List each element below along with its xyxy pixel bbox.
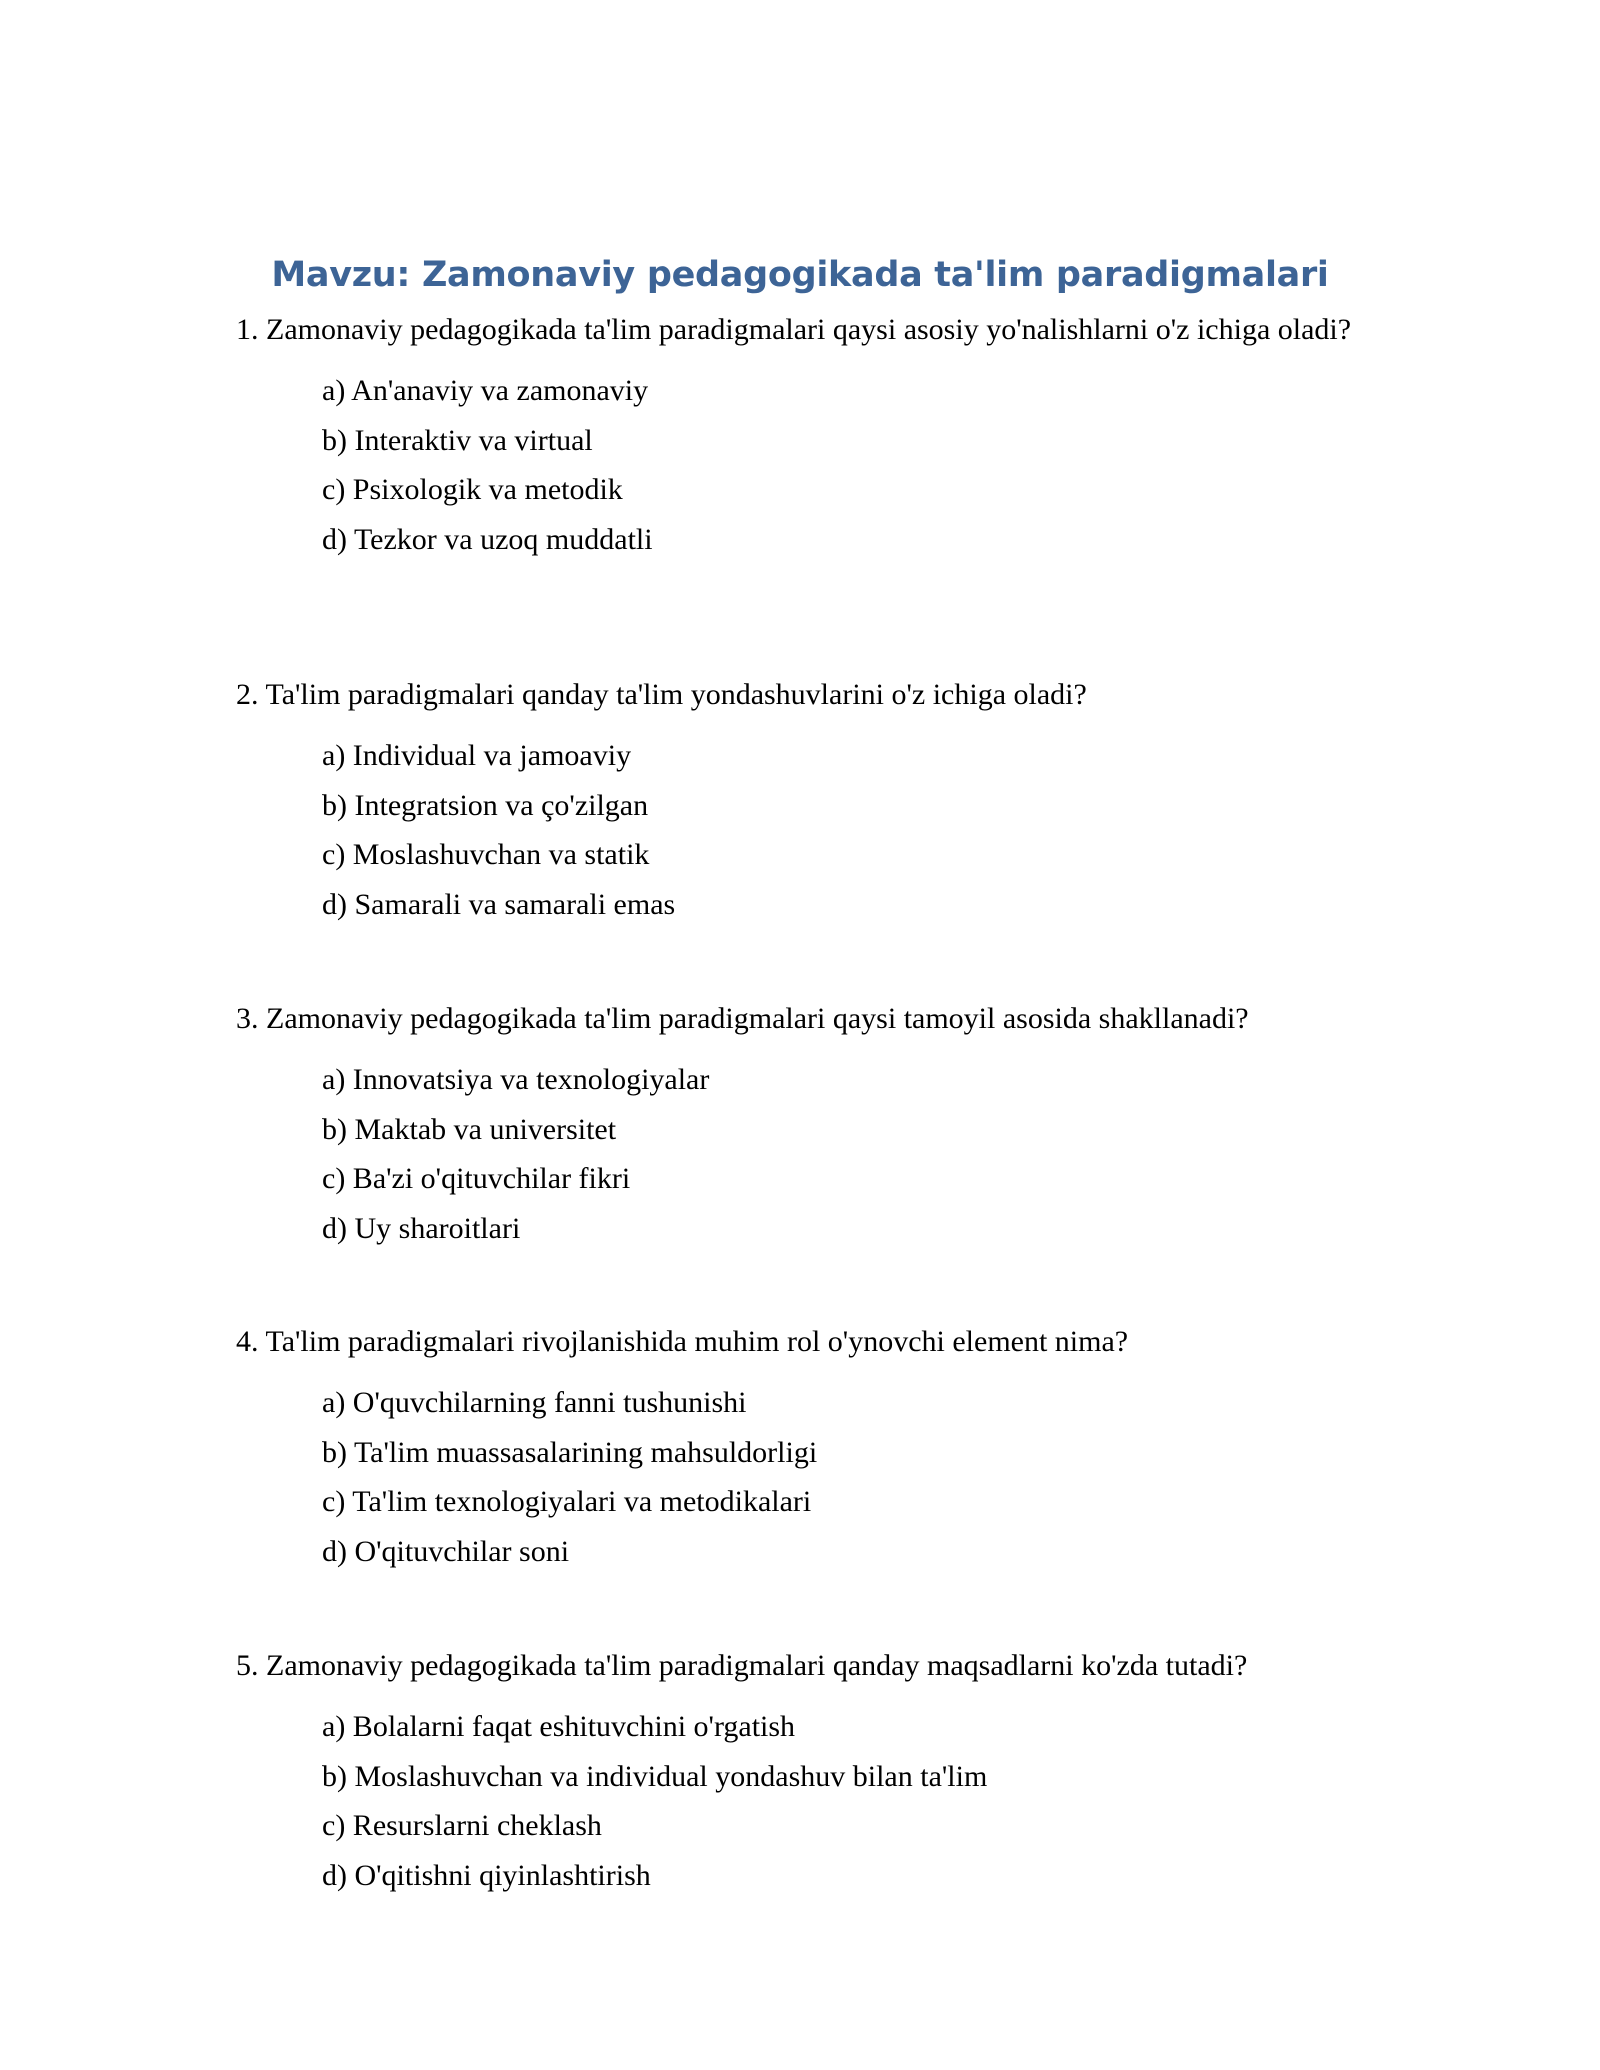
answer-option-c: c) Moslashuvchan va statik	[322, 838, 650, 871]
answer-options	[322, 731, 1364, 929]
answer-option-a: a) Individual va jamoaviy	[322, 739, 632, 772]
answer-options	[322, 1378, 1364, 1576]
answer-option-c: c) Psixologik va metodik	[322, 473, 623, 506]
answer-option-c: c) Ba'zi o'qituvchilar fikri	[322, 1162, 631, 1195]
answer-option-b: b) Ta'lim muassasalarining mahsuldorligi	[322, 1435, 818, 1469]
answer-option-b: b) Moslashuvchan va individual yondashuv bilan ta'lim	[322, 1759, 988, 1793]
question-text: 1. Zamonaviy pedagogikada ta'lim paradigmalari qaysi asosiy yo'nalishlarni o'z ichiga oladi?	[236, 313, 1352, 346]
question-3	[236, 998, 1364, 1253]
question-text: 4. Ta'lim paradigmalari rivojlanishida muhim rol o'ynovchi element nima?	[236, 1325, 1129, 1358]
question-text: 3. Zamonaviy pedagogikada ta'lim paradigmalari qaysi tamoyil asosida shakllanadi?	[236, 1002, 1249, 1035]
question-text: 2. Ta'lim paradigmalari qanday ta'lim yondashuvlarini o'z ichiga oladi?	[236, 678, 1087, 711]
answer-option-c: c) Ta'lim texnologiyalari va metodikalari	[322, 1485, 812, 1518]
question-5	[236, 1645, 1364, 1900]
answer-options	[322, 366, 1364, 564]
answer-option-a: a) Innovatsiya va texnologiyalar	[322, 1063, 710, 1096]
document-title: Mavzu: Zamonaviy pedagogikada ta'lim paradigmalari	[271, 255, 1329, 295]
question-2	[236, 674, 1364, 929]
answer-option-d: d) O'qituvchilar soni	[322, 1534, 570, 1568]
answer-option-d: d) Samarali va samarali emas	[322, 887, 676, 921]
question-text: 5. Zamonaviy pedagogikada ta'lim paradigmalari qanday maqsadlarni ko'zda tutadi?	[236, 1649, 1248, 1682]
answer-option-d: d) Uy sharoitlari	[322, 1211, 521, 1245]
answer-options	[322, 1055, 1364, 1253]
answer-option-d: d) Tezkor va uzoq muddatli	[322, 522, 653, 556]
answer-option-b: b) Interaktiv va virtual	[322, 423, 593, 457]
answer-option-b: b) Maktab va universitet	[322, 1112, 617, 1146]
question-1	[236, 309, 1364, 564]
answer-option-a: a) An'anaviy va zamonaviy	[322, 374, 649, 407]
answer-option-b: b) Integratsion va ço'zilgan	[322, 788, 649, 822]
answer-option-a: a) O'quvchilarning fanni tushunishi	[322, 1386, 747, 1419]
answer-options	[322, 1702, 1364, 1900]
question-4	[236, 1321, 1364, 1576]
answer-option-a: a) Bolalarni faqat eshituvchini o'rgatish	[322, 1710, 796, 1743]
answer-option-c: c) Resurslarni cheklash	[322, 1809, 602, 1842]
answer-option-d: d) O'qitishni qiyinlashtirish	[322, 1858, 651, 1892]
